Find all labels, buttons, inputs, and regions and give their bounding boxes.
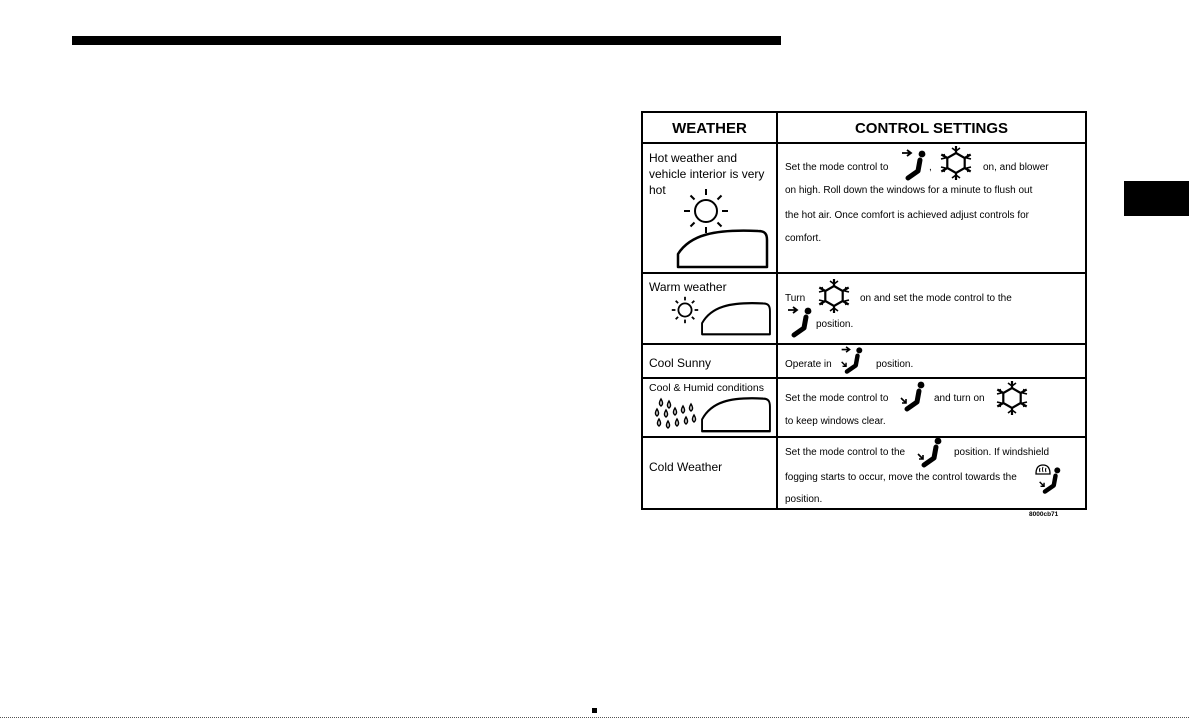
weather-warm: Warm weather <box>649 280 727 294</box>
snowflake-ac-icon <box>817 279 851 313</box>
weather-cool-humid: Cool & Humid conditions <box>649 382 764 394</box>
car-windshield-icon <box>674 227 771 269</box>
climate-control-chart: WEATHER CONTROL SETTINGS Hot weather and vehicle interior is very hot Set the mode control to , on, and blower on high. Roll down the windows for a minute to flush out the hot air. Once comfort is achieved adjust controls for comfort. Warm weather Turn on and set the mode control to the position. Cool Sunny Operate in position. Cool & Humid conditions Set the mode control to and turn on to keep windows clear. Cold Weather Set the mode control to the position. If windshield fogging starts to occur, move the control towards the position. <box>641 111 1087 510</box>
floor-mode-icon <box>915 436 949 470</box>
footer-rule <box>0 717 1189 718</box>
car-windshield-icon <box>699 395 773 433</box>
rain-drops-icon <box>653 397 699 433</box>
snowflake-ac-icon <box>939 146 973 180</box>
panel-mode-icon <box>901 149 931 183</box>
sun-icon <box>670 295 700 325</box>
weather-hot: Hot weather and vehicle interior is very hot <box>649 151 765 197</box>
chapter-tab <box>1124 181 1189 216</box>
bilevel-mode-icon <box>839 346 869 376</box>
snowflake-ac-icon <box>995 381 1029 415</box>
floor-mode-icon <box>900 380 930 414</box>
panel-mode-icon <box>787 306 817 340</box>
weather-cold: Cold Weather <box>649 460 723 474</box>
column-divider <box>776 113 778 508</box>
figure-catalog-code: 8000cb71 <box>1029 511 1059 518</box>
header-rule <box>72 36 781 45</box>
weather-header: WEATHER <box>672 119 747 137</box>
page-marker <box>592 708 597 713</box>
control-settings-header: CONTROL SETTINGS <box>854 119 1009 137</box>
weather-cool-sunny: Cool Sunny <box>649 356 712 370</box>
car-windshield-icon <box>699 300 773 336</box>
mix-mode-icon <box>1037 466 1067 496</box>
